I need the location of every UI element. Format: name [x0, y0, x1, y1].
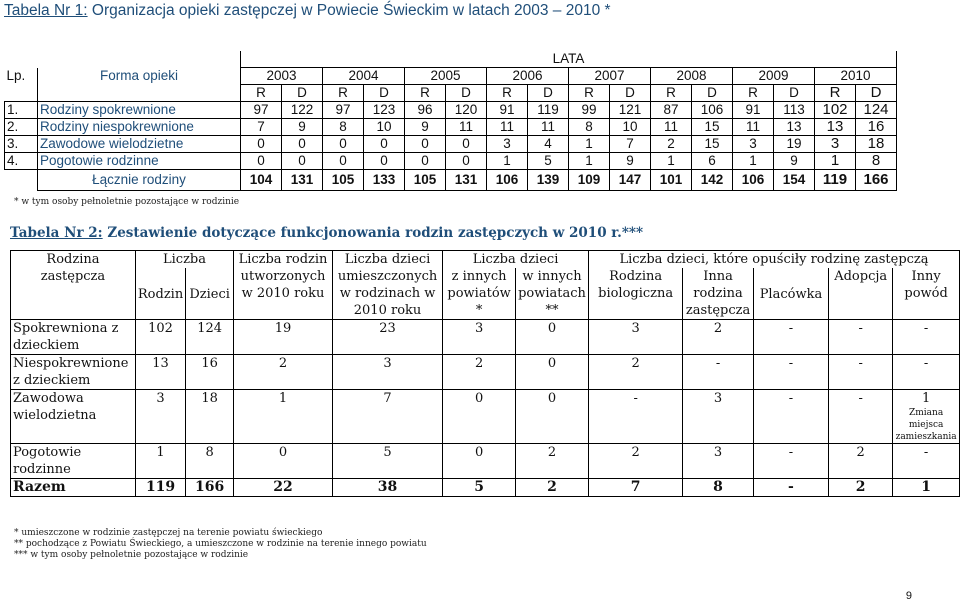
table2-total-cell: 166 [186, 479, 234, 497]
table1-cell: 124 [856, 102, 897, 119]
table2-cell: - [753, 390, 828, 444]
table1-subhead: D [856, 85, 897, 102]
table1-cell: 0 [364, 136, 405, 153]
table1-title [4, 2, 611, 20]
table1-body [5, 102, 897, 170]
table1-total-cell: 131 [282, 170, 323, 191]
table2-header-utworzonych: Liczba rodzin utworzonych w 2010 roku [234, 251, 333, 320]
table1-total-cell: 104 [241, 170, 282, 191]
table1-subhead: D [364, 85, 405, 102]
table1-subhead: R [651, 85, 692, 102]
table1-cell: 0 [282, 153, 323, 170]
table1-cell: 0 [405, 136, 446, 153]
table1-row [5, 136, 897, 153]
table1-cell: 87 [651, 102, 692, 119]
table2-cell: 18 [186, 390, 234, 444]
table2-header-rodzin: Rodzin [135, 268, 185, 320]
table1 [4, 51, 897, 191]
table2-header-liczba: Liczba [135, 251, 233, 269]
table1-cell: 19 [774, 136, 815, 153]
table1-subhead: D [774, 85, 815, 102]
table2-row-name: Niespokrewnione z dzieckiem [11, 355, 136, 390]
table1-total-row [5, 170, 897, 191]
table1-subhead: D [528, 85, 569, 102]
table2-body [11, 320, 960, 479]
table2-cell: 1 [135, 444, 185, 479]
table1-cell: 6 [692, 153, 733, 170]
table2-total-cell: - [753, 479, 828, 497]
table2-total-cell: 1 [893, 479, 960, 497]
table1-cell: 11 [651, 119, 692, 136]
table2-cell: 16 [186, 355, 234, 390]
table1-row-name: Pogotowie rodzinne [38, 153, 241, 170]
table1-cell: 3 [733, 136, 774, 153]
table1-cell: 15 [692, 136, 733, 153]
table2-cell: - [753, 355, 828, 390]
table2-cell-note: Zmiana miejsca zamieszkania [895, 408, 957, 442]
table2-cell: 3 [683, 444, 753, 479]
table1-cell: 7 [241, 119, 282, 136]
table1-subhead: D [610, 85, 651, 102]
table2-row [11, 355, 960, 390]
table1-cell: 8 [856, 153, 897, 170]
table1-cell: 10 [610, 119, 651, 136]
table1-cell: 0 [446, 136, 487, 153]
table1-cell: 5 [528, 153, 569, 170]
table2-cell: 2 [588, 355, 682, 390]
table1-row-name: Zawodowe wielodzietne [38, 136, 241, 153]
table2-cell: - [588, 390, 682, 444]
table1-cell: 102 [815, 102, 856, 119]
table1-row-name: Rodziny spokrewnione [38, 102, 241, 119]
page-number: 9 [905, 590, 912, 602]
table2-title-prefix: Tabela Nr 2: [10, 225, 103, 241]
table1-cell: 8 [569, 119, 610, 136]
table1-cell: 0 [282, 136, 323, 153]
table1-year: 2008 [651, 68, 733, 85]
table2-cell: - [893, 320, 960, 355]
table1-total-cell: 139 [528, 170, 569, 191]
table2-header-biologiczna: Rodzina biologiczna [588, 268, 682, 320]
table1-row [5, 102, 897, 119]
table1-total-label: Łącznie rodziny [38, 170, 241, 191]
table1-subhead: R [487, 85, 528, 102]
table2-total-cell: 2 [516, 479, 589, 497]
table2-cell: 2 [588, 444, 682, 479]
table1-year: 2003 [241, 68, 323, 85]
table2-cell: 3 [588, 320, 682, 355]
table1-cell: 99 [569, 102, 610, 119]
table2-header-dzieci: Dzieci [186, 268, 234, 320]
table2-row-name: Pogotowie rodzinne [11, 444, 136, 479]
table2-header-inna: Inna rodzina zastępcza [683, 268, 753, 320]
table1-lata-header: LATA [241, 51, 897, 68]
table2-cell: - [683, 355, 753, 390]
table2-total-label: Razem [11, 479, 136, 497]
table2-row-name: Zawodowa wielodzietna [11, 390, 136, 444]
table1-title-prefix: Tabela Nr 1: [4, 2, 88, 19]
table1-cell: 97 [241, 102, 282, 119]
table1-total-cell: 101 [651, 170, 692, 191]
table2-row [11, 320, 960, 355]
table2-cell: 23 [332, 320, 442, 355]
table2-total-row [11, 479, 960, 497]
table2-cell: - [753, 444, 828, 479]
table1-subhead: D [446, 85, 487, 102]
table1-total-cell: 154 [774, 170, 815, 191]
table2-cell: 0 [516, 320, 589, 355]
table2-cell: 0 [516, 355, 589, 390]
table2-total-cell: 22 [234, 479, 333, 497]
table2-header-liczba-dzieci: Liczba dzieci [443, 251, 589, 269]
table1-cell: 0 [323, 136, 364, 153]
table1-total-cell: 142 [692, 170, 733, 191]
table1-footnote: * w tym osoby pełnoletnie pozostające w rodzinie [14, 197, 240, 207]
table1-forma-header: Forma opieki [38, 68, 241, 85]
table1-cell: 7 [610, 136, 651, 153]
table2-total-cell: 7 [588, 479, 682, 497]
table2-row [11, 390, 960, 444]
table2-cell: - [829, 355, 893, 390]
table2-cell: 0 [443, 390, 516, 444]
table2-total-cell: 38 [332, 479, 442, 497]
table2-cell: - [753, 320, 828, 355]
table1-total-cell: 105 [323, 170, 364, 191]
table1-cell: 11 [733, 119, 774, 136]
table1-title-text: Organizacja opieki zastępczej w Powiecie Świeckim w latach 2003 – 2010 * [87, 2, 611, 19]
table2-total-cell: 2 [829, 479, 893, 497]
table1-cell: 121 [610, 102, 651, 119]
table1-cell: 9 [405, 119, 446, 136]
table1-cell: 1 [651, 153, 692, 170]
table1-lp-header: Lp. [5, 68, 38, 85]
table1-cell: 3 [815, 136, 856, 153]
table2-header-umieszczonych: Liczba dzieci umieszczonych w rodzinach w 2010 roku [332, 251, 442, 320]
table1-cell: 91 [733, 102, 774, 119]
table1-year: 2009 [733, 68, 815, 85]
table2-cell: 2 [683, 320, 753, 355]
table2-cell: - [829, 320, 893, 355]
table1-cell: 15 [692, 119, 733, 136]
table2-header-w-innych: w innych powiatach ** [516, 268, 589, 320]
table1-cell: 1 [815, 153, 856, 170]
table1-cell: 11 [487, 119, 528, 136]
table1-cell: 0 [364, 153, 405, 170]
table2-cell: 2 [516, 444, 589, 479]
table2-cell: 3 [443, 320, 516, 355]
table2-cell: 2 [234, 355, 333, 390]
table1-cell: 123 [364, 102, 405, 119]
table2-total-cell: 8 [683, 479, 753, 497]
table1-total-cell: 105 [405, 170, 446, 191]
table1-total-cell: 109 [569, 170, 610, 191]
table1-row [5, 119, 897, 136]
table1-cell: 10 [364, 119, 405, 136]
table1-cell: 113 [774, 102, 815, 119]
table1-subhead: R [241, 85, 282, 102]
table2-header-adopcja: Adopcja [829, 268, 893, 320]
table1-cell: 9 [282, 119, 323, 136]
table1-cell: 0 [323, 153, 364, 170]
table1-total-cell: 106 [733, 170, 774, 191]
table1-subhead: R [323, 85, 364, 102]
table2-cell: 2 [443, 355, 516, 390]
table1-subhead: R [815, 85, 856, 102]
table1-subhead: D [282, 85, 323, 102]
table1-total-cell: 106 [487, 170, 528, 191]
table2 [10, 250, 960, 497]
table2-cell: 0 [516, 390, 589, 444]
table1-row-name: Rodziny niespokrewnione [38, 119, 241, 136]
table1-cell: 18 [856, 136, 897, 153]
table1-year: 2004 [323, 68, 405, 85]
table2-row-name: Spokrewniona z dzieckiem [11, 320, 136, 355]
table2-cell: 0 [443, 444, 516, 479]
table1-cell: 1 [487, 153, 528, 170]
table1-row [5, 153, 897, 170]
table2-cell: 3 [332, 355, 442, 390]
table2-cell: - [829, 390, 893, 444]
table1-row-lp: 1. [5, 102, 38, 119]
table1-cell: 2 [651, 136, 692, 153]
table1-subhead: R [405, 85, 446, 102]
table1-cell: 97 [323, 102, 364, 119]
table1-row-lp: 3. [5, 136, 38, 153]
table1-cell: 106 [692, 102, 733, 119]
table2-cell-value: 1 [921, 391, 931, 406]
table2-cell [893, 390, 960, 444]
table2-header-z-innych: z innych powiatów * [443, 268, 516, 320]
table2-cell: 5 [332, 444, 442, 479]
table2-row [11, 444, 960, 479]
table2-cell: 124 [186, 320, 234, 355]
table1-cell: 120 [446, 102, 487, 119]
table1-year: 2010 [815, 68, 897, 85]
table2-title [10, 225, 643, 241]
table1-cell: 122 [282, 102, 323, 119]
table1-cell: 13 [774, 119, 815, 136]
table1-cell: 9 [774, 153, 815, 170]
table2-cell: - [893, 355, 960, 390]
table1-row-lp: 2. [5, 119, 38, 136]
table2-header-rodzina: Rodzina zastępcza [11, 251, 136, 320]
table1-cell: 96 [405, 102, 446, 119]
table1-cell: 119 [528, 102, 569, 119]
table1-cell: 16 [856, 119, 897, 136]
table1-cell: 0 [241, 136, 282, 153]
table1-total-cell: 147 [610, 170, 651, 191]
table2-cell: 1 [234, 390, 333, 444]
table1-cell: 3 [487, 136, 528, 153]
table1-cell: 1 [733, 153, 774, 170]
table2-total-cell: 5 [443, 479, 516, 497]
table1-year: 2007 [569, 68, 651, 85]
table1-row-lp: 4. [5, 153, 38, 170]
table1-cell: 11 [528, 119, 569, 136]
table1-cell: 0 [405, 153, 446, 170]
table1-subhead: R [569, 85, 610, 102]
table2-cell: 13 [135, 355, 185, 390]
table1-cell: 1 [569, 153, 610, 170]
table1-total-cell: 133 [364, 170, 405, 191]
table1-total-cell: 119 [815, 170, 856, 191]
table2-total-cell: 119 [135, 479, 185, 497]
table1-cell: 9 [610, 153, 651, 170]
table1-cell: 8 [323, 119, 364, 136]
table2-cell: - [893, 444, 960, 479]
table1-cell: 0 [446, 153, 487, 170]
table1-cell: 13 [815, 119, 856, 136]
table1-year: 2006 [487, 68, 569, 85]
table2-footnote: ** pochodzące z Powiatu Świeckiego, a umieszczone w rodzinie na terenie innego powiatu [14, 539, 427, 549]
table1-cell: 11 [446, 119, 487, 136]
table2-header-inny: Inny powód [893, 268, 960, 320]
table2-cell: 8 [186, 444, 234, 479]
table1-cell: 0 [241, 153, 282, 170]
table1-cell: 1 [569, 136, 610, 153]
table2-cell: 19 [234, 320, 333, 355]
table2-cell: 3 [683, 390, 753, 444]
table1-subhead: R [733, 85, 774, 102]
table2-header-opuscily: Liczba dzieci, które opuściły rodzinę zastępczą [588, 251, 959, 269]
table2-title-text: Zestawienie dotyczące funkcjonowania rodzin zastępczych w 2010 r.*** [102, 225, 644, 241]
table1-year: 2005 [405, 68, 487, 85]
table2-cell: 0 [234, 444, 333, 479]
table1-subhead: D [692, 85, 733, 102]
table1-total-cell: 166 [856, 170, 897, 191]
table1-cell: 4 [528, 136, 569, 153]
table2-footnotes [14, 528, 427, 561]
table2-cell: 3 [135, 390, 185, 444]
table1-cell: 91 [487, 102, 528, 119]
table1-total-cell: 131 [446, 170, 487, 191]
table2-footnote: *** w tym osoby pełnoletnie pozostające w rodzinie [14, 550, 249, 560]
table2-footnote: * umieszczone w rodzinie zastępczej na terenie powiatu świeckiego [14, 528, 323, 538]
table2-cell: 102 [135, 320, 185, 355]
table2-cell: 7 [332, 390, 442, 444]
table2-header-placowka: Placówka [753, 268, 828, 320]
table2-cell: 2 [829, 444, 893, 479]
